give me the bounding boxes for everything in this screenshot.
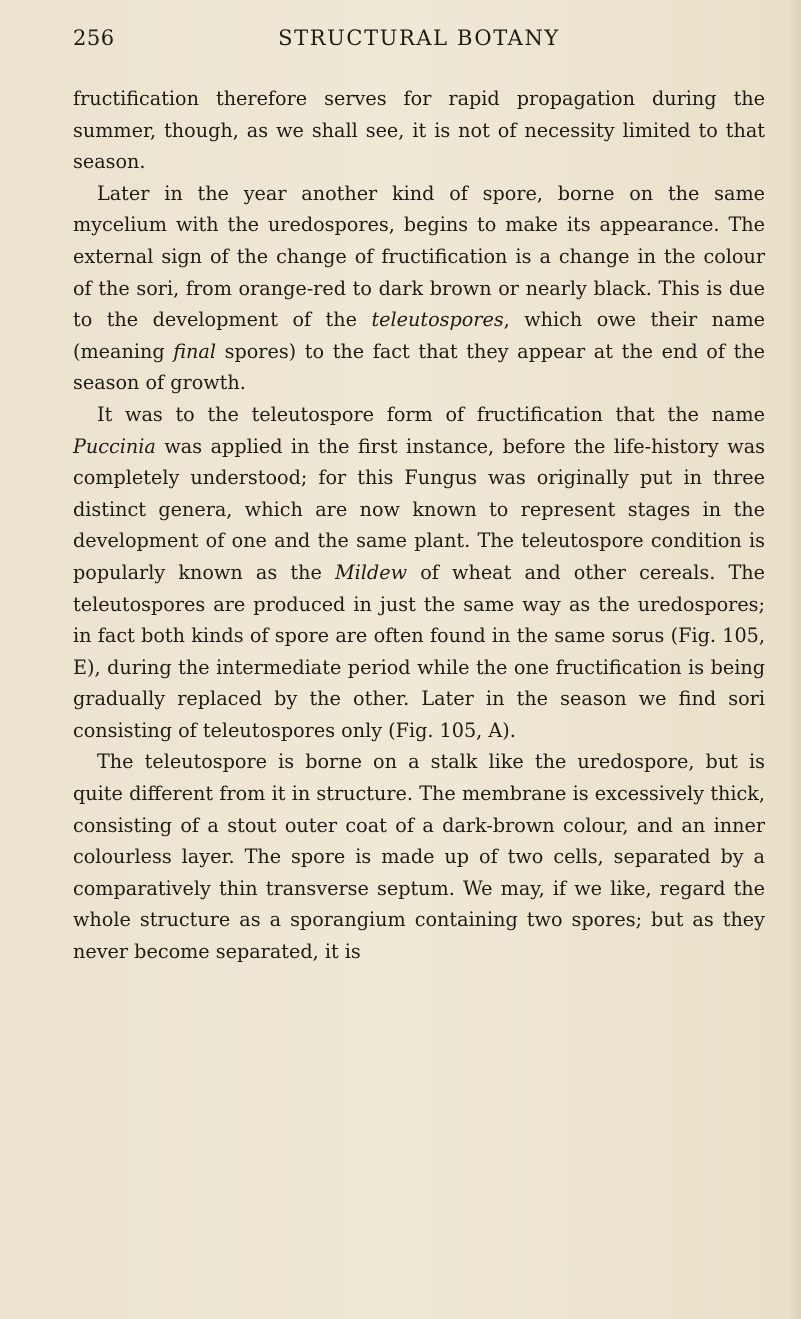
paragraph — [73, 399, 765, 747]
page-edge-shadow — [787, 0, 801, 1319]
text-run: Later in the year another kind of spore, borne on the same mycelium with the uredospores, begins to make its appearance. The external sign of the change of fructification is a change in the colour of the sori, from orange-red to dark brown or nearly black. This is due to the development of the — [73, 181, 765, 332]
text-run: fructification therefore serves for rapid propagation during the summer, though, as we shall see, it is not of necessity limited to that season. — [73, 87, 765, 174]
italic-term: Puccinia — [73, 434, 156, 458]
text-run: It was to the teleutospore form of fructification that the name — [97, 402, 765, 426]
running-title: STRUCTURAL BOTANY — [278, 26, 560, 50]
italic-term: teleutospores — [371, 308, 504, 332]
paragraph — [73, 746, 765, 967]
paragraph — [73, 178, 765, 399]
text-run: spores) to the fact that they appear at the end of the season of growth. — [73, 339, 765, 395]
text-run: of wheat and other cereals. The teleutospores are produced in just the same way as the uredospores; in fact both kinds of spore are often found in the same sorus (Fig. 105, E), during the intermediate period while the one fructification is being gradually replaced by the other. Later in the season we find sori consisting of teleutospores only (Fig. 105, A). — [73, 560, 765, 742]
page-number: 256 — [73, 26, 115, 50]
paragraph — [73, 83, 765, 178]
text-run: , which owe their name (meaning — [73, 308, 765, 363]
text-run: was applied in the first instance, before the life-history was completely understood; for this Fungus was originally put in three distinct genera, which are now known to represent stages in the development of one and the same plant. The teleutospore condition is popularly known as the — [73, 434, 765, 584]
italic-term: Mildew — [335, 560, 407, 584]
text-run: The teleutospore is borne on a stalk like the uredospore, but is quite different from it in structure. The membrane is excessively thick, consisting of a stout outer coat of a dark-brown colour, and an inner colourless layer. The spore is made up of two cells, separated by a comparatively thin transverse septum. We may, if we like, regard the whole structure as a sporangium containing two spores; but as they never become separated, it is — [73, 750, 765, 964]
body-text — [73, 83, 765, 968]
page-header — [73, 26, 765, 60]
italic-term: final — [173, 339, 216, 363]
